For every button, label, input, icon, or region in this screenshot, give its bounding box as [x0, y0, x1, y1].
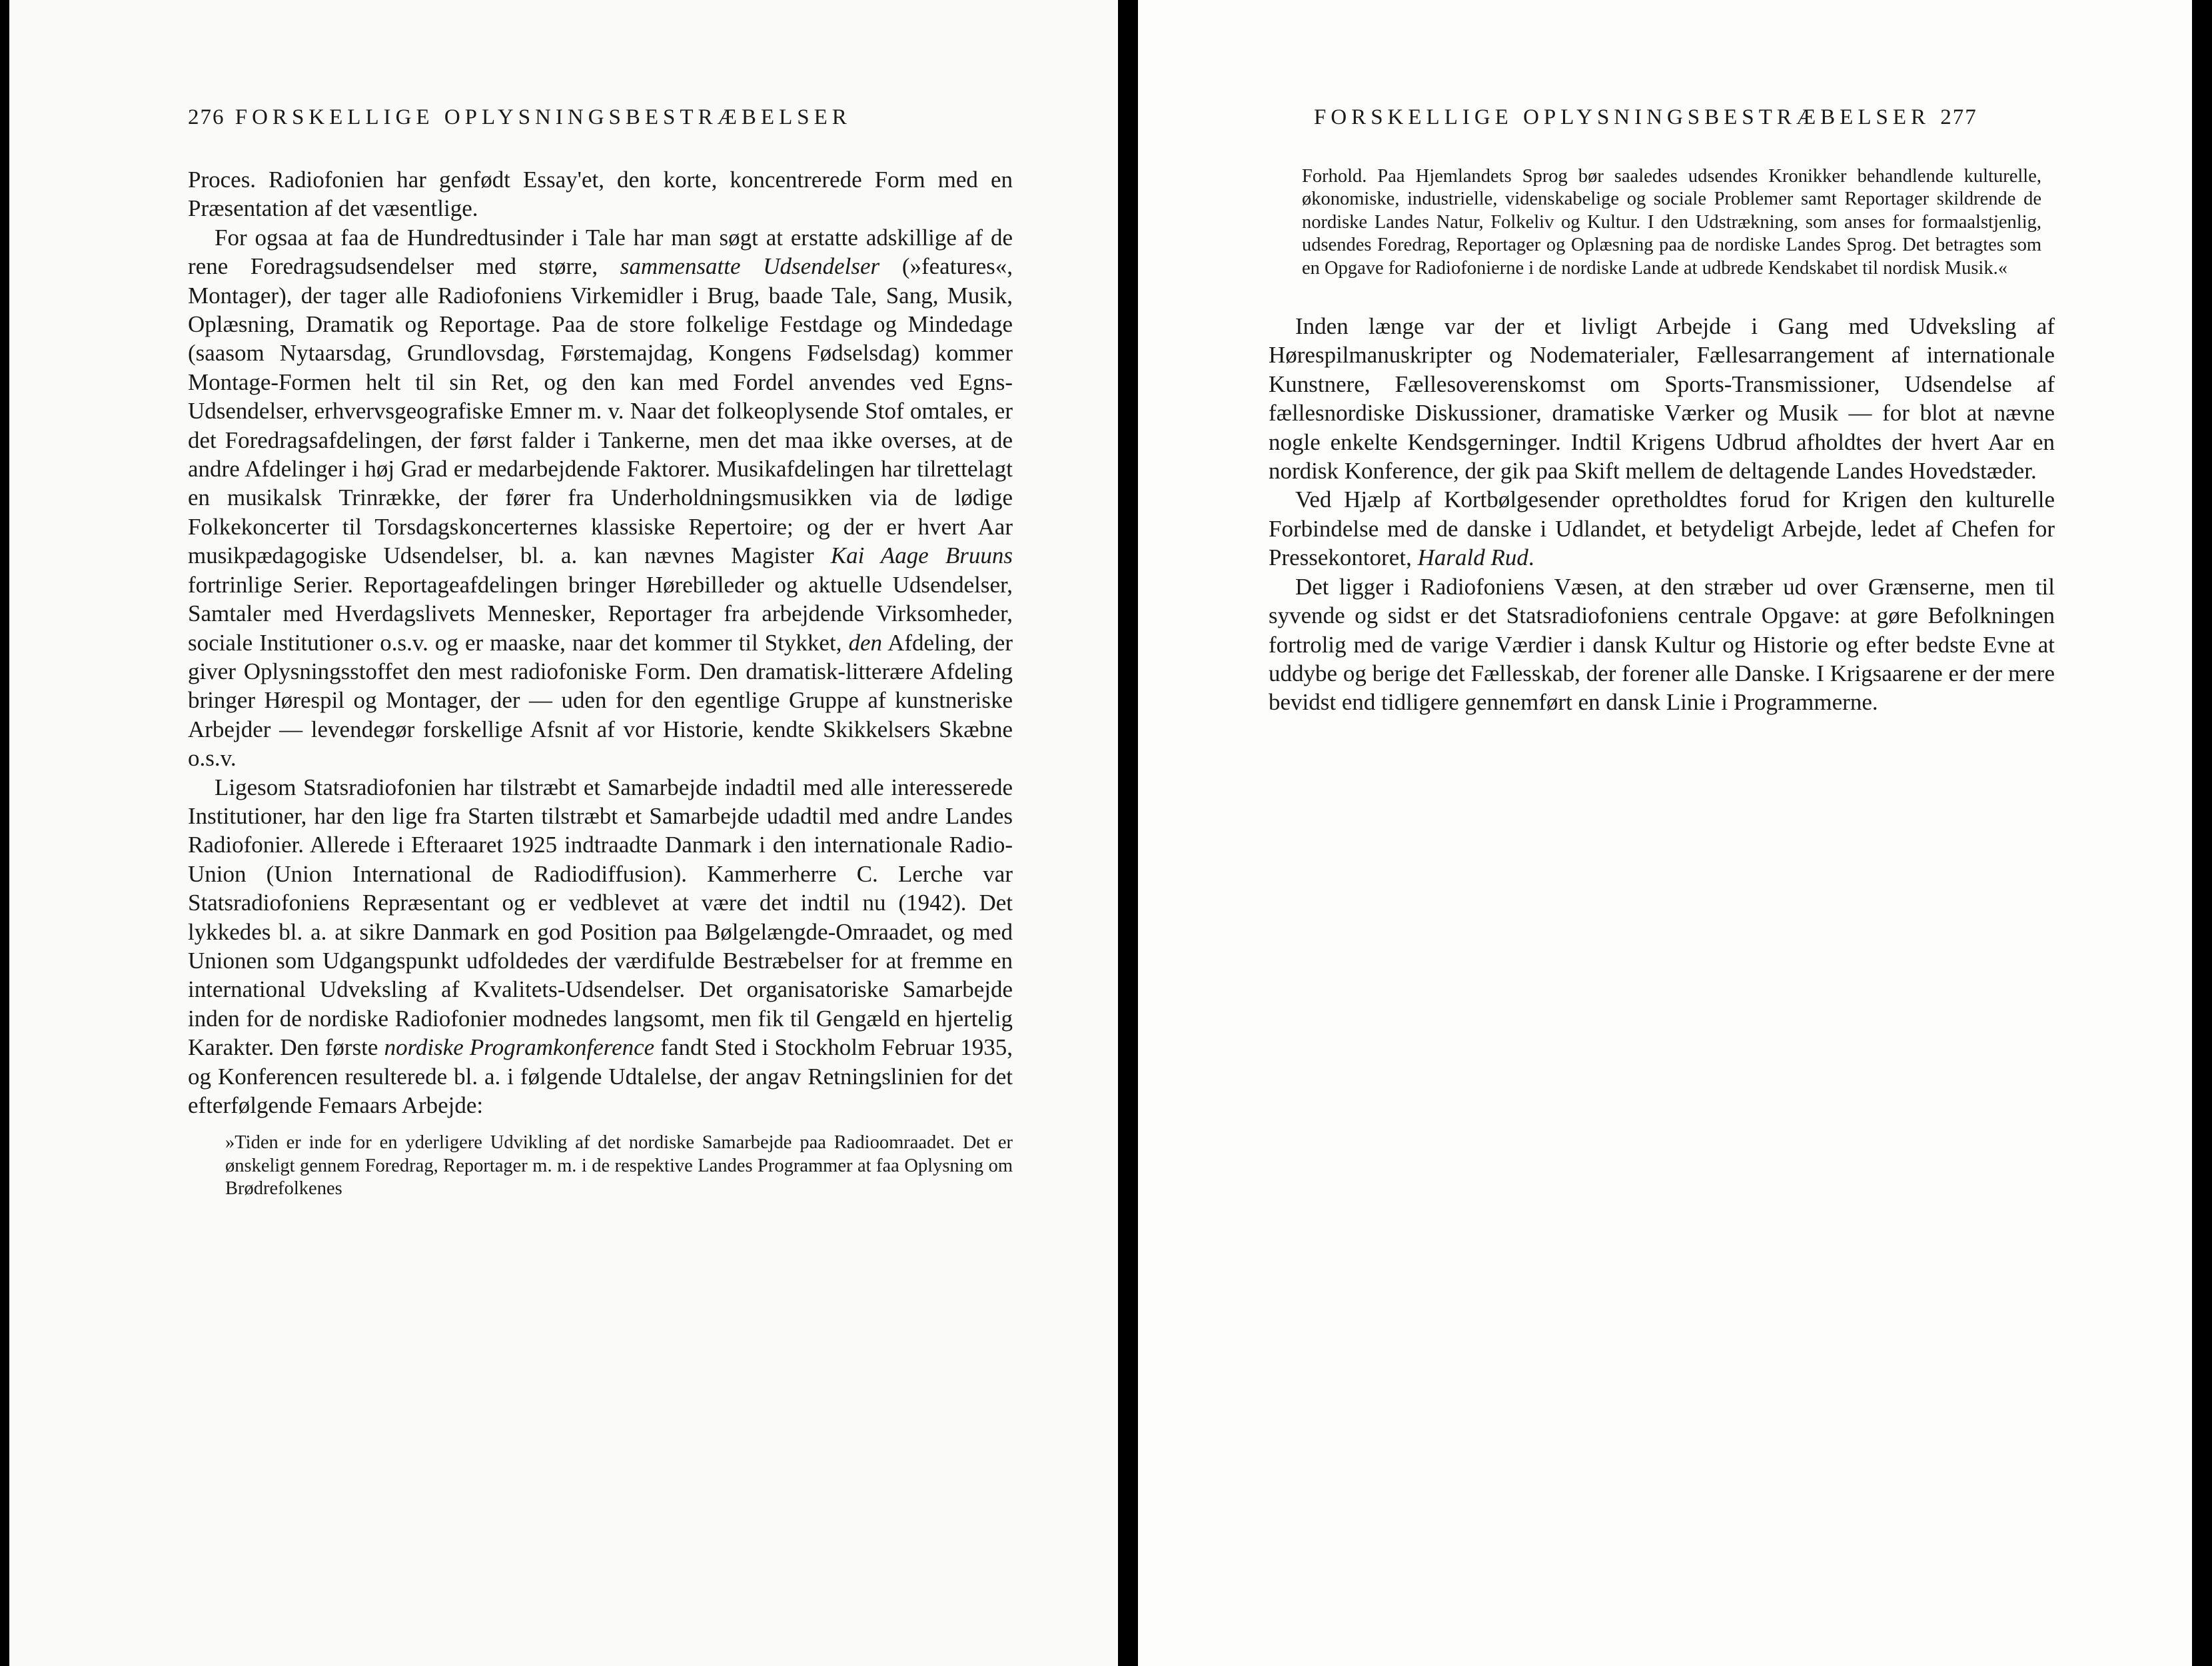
- text-run: fortrinlige Serier. Reportageafdelingen bringer Hørebilleder og aktuelle Udsendelser, Samtaler med Hverdagslivets Mennesker, Reportager fra arbejdende Virksomheder, sociale Institutioner o.s.v. og er maaske, naar det kommer til Stykket,: [188, 571, 1013, 656]
- text-run: .: [1528, 544, 1534, 571]
- paragraph: [188, 223, 1013, 773]
- left-text-column: [188, 165, 1013, 1201]
- text-run: (»features«, Montager), der tager alle Radiofoniens Virkemidler i Brug, baade Tale, Sang, Musik, Oplæsning, Dramatik og Reportage. Paa de store folkelige Festdage og Mindedage (saasom Nytaarsdag, Grundlovsdag, Førstemajdag, Kongens Fødselsdag) kommer Montage-Formen helt til sin Ret, og den kan med Fordel anvendes ved Egns-Udsendelser, erhvervsgeografiske Emner m. v. Naar det folkeoplysende Stof omtales, er det Foredragsafdelingen, der først falder i Tankerne, men det maa ikke overses, at de andre Afdelinger i høj Grad er medarbejdende Faktorer. Musikafdelingen har tilrettelagt en musikalsk Trinrække, der fører fra Underholdningsmusikken via de lødige Folkekoncerter til Torsdagskoncerternes klassiske Repertoire; og der er hvert Aar musikpædagogiske Udsendelser, bl. a. kan nævnes Magister: [188, 253, 1013, 569]
- italic-phrase: den: [848, 629, 883, 656]
- text-run: Afdeling, der giver Oplysningsstoffet den mest radiofoniske Form. Den dramatisk-litterære Afdeling bringer Hørespil og Montager, der — uden for den egentlige Gruppe af kunstneriske Arbejder — levendegør forskellige Afsnit af vor Historie, kendte Skikkelsers Skæbne o.s.v.: [188, 629, 1013, 772]
- text-run: Ligesom Statsradiofonien har tilstræbt et Samarbejde indadtil med alle interesserede Institutioner, har den lige fra Starten tilstræbt et Samarbejde udadtil med andre Landes Radiofonier. Allerede i Efteraaret 1925 indtraadte Danmark i den internationale Radio-Union (Union International de Radiodiffusion). Kammerherre C. Lerche var Statsradiofoniens Repræsentant og er vedblevet at være det indtil nu (1942). Det lykkedes bl. a. at sikre Danmark en god Position paa Bølgelængde-Omraadet, og med Unionen som Udgangspunkt udfoldedes der værdifulde Bestræbelser for at fremme en international Udveksling af Kvalitets-Udsendelser. Det organisatoriske Samarbejde inden for de nordiske Radiofonier modnedes langsomt, men fik til Gengæld en hjertelig Karakter. Den første: [188, 774, 1013, 1061]
- running-head-left: [188, 105, 851, 130]
- right-page: [1138, 0, 2192, 1666]
- text-run: Det ligger i Radiofoniens Væsen, at den stræber ud over Grænserne, men til syvende og sidst er det Statsradiofoniens centrale Opgave: at gøre Befolkningen fortrolig med de varige Værdier i dansk Kultur og Historie og efter bedste Evne at uddybe og berige det Fællesskab, der forener alle Danske. I Krigsaarene er der mere bevidst end tidligere gennemført en dansk Linie i Programmerne.: [1269, 573, 2055, 716]
- paragraph: [188, 773, 1013, 1120]
- text-run: Ved Hjælp af Kortbølgesender opretholdtes forud for Krigen den kulturelle Forbindelse med de danske i Udlandet, et betydeligt Arbejde, ledet af Chefen for Pressekontoret,: [1269, 486, 2055, 571]
- italic-phrase: sammensatte Udsendelser: [620, 253, 880, 280]
- page-number-left: 276: [188, 105, 225, 129]
- paragraph: [1269, 572, 2055, 717]
- text-run: fandt Sted i Stockholm Februar 1935, og Konferencen resulterede bl. a. i følgende Udtalelse, der angav Retningslinien for det efterfølgende Femaars Arbejde:: [188, 1034, 1013, 1118]
- block-quote-end: Forhold. Paa Hjemlandets Sprog bør saaledes udsendes Kronikker behandlende kulturelle, økonomiske, industrielle, videnskabelige og sociale Problemer samt Reportager skildrende de nordiske Landes Natur, Folkeliv og Kultur. I den Udstrækning, som anses for formaalstjenlig, udsendes Foredrag, Reportager og Oplæsning paa de nordiske Landes Sprog. Det betragtes som en Opgave for Radiofonierne i de nordiske Lande at udbrede Kendskabet til nordisk Musik.«: [1302, 166, 2041, 279]
- paragraph: [1269, 485, 2055, 572]
- running-head-title-right: FORSKELLIGE OPLYSNINGSBESTRÆBELSER: [1314, 105, 1931, 129]
- text-run: Inden længe var der et livligt Arbejde i Gang med Udveksling af Hørespilmanuskripter og Nodematerialer, Fællesarrangement af internationale Kunstnere, Fællesoverenskomst om Sports-Transmissioner, Udsendelse af fællesnordiske Diskussioner, dramatiske Værker og Musik — for blot at nævne nogle enkelte Kendsgerninger. Indtil Krigens Udbrud afholdtes der hvert Aar en nordisk Konference, der gik paa Skift mellem de deltagende Landes Hovedstæder.: [1269, 313, 2055, 484]
- right-text-column: [1269, 165, 2055, 717]
- block-quote-start: »Tiden er inde for en yderligere Udvikling af det nordiske Samarbejde paa Radioomraadet. Det er ønskeligt gennem Foredrag, Reportager m. m. i de respektive Landes Programmer at faa Oplysning om Brødrefolkenes: [225, 1132, 1013, 1200]
- italic-phrase: Kai Aage Bruuns: [830, 542, 1013, 569]
- left-page: [9, 0, 1118, 1666]
- running-head-title-left: FORSKELLIGE OPLYSNINGSBESTRÆBELSER: [235, 105, 851, 129]
- page-number-right: 277: [1940, 105, 1977, 129]
- text-run: For ogsaa at faa de Hundredtusinder i Tale har man søgt at erstatte adskillige af de rene Foredragsudsendelser med større,: [188, 224, 1013, 280]
- paragraph: [188, 165, 1013, 223]
- running-head-right: [1314, 105, 1977, 130]
- italic-phrase: Harald Rud: [1417, 544, 1528, 571]
- italic-phrase: nordiske Programkonference: [384, 1034, 655, 1061]
- paragraph: [1269, 312, 2055, 485]
- text-run: Proces. Radiofonien har genfødt Essay'et, den korte, koncentrerede Form med en Præsentation af det væsentlige.: [188, 167, 1013, 222]
